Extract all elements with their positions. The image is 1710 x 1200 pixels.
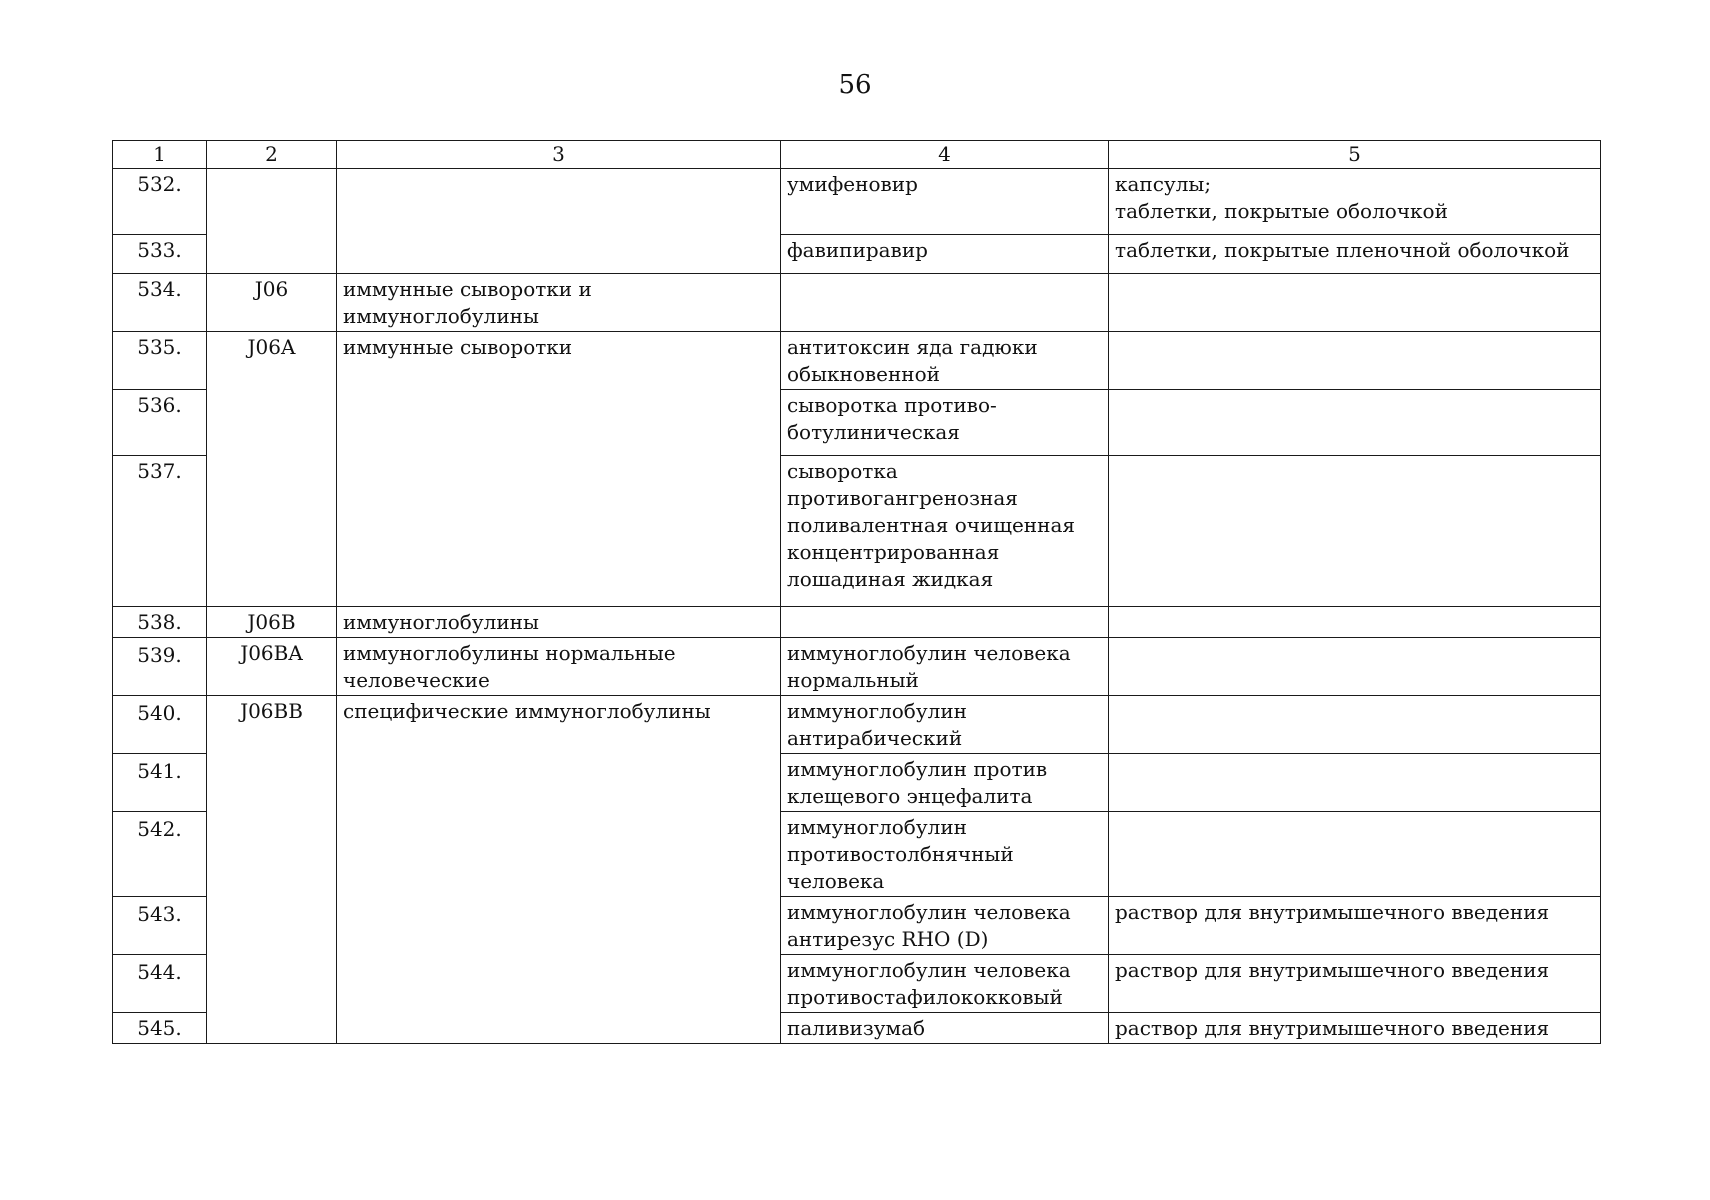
dosage-form xyxy=(1109,812,1601,897)
dosage-form: раствор для внутримышечного введения xyxy=(1109,1013,1601,1044)
row-number: 539. xyxy=(113,638,207,696)
drug-name xyxy=(781,274,1109,332)
dosage-form xyxy=(1109,638,1601,696)
drug-name: паливизумаб xyxy=(781,1013,1109,1044)
dosage-form-line: таблетки, покрытые оболочкой xyxy=(1115,199,1448,223)
atc-code: J06BA xyxy=(207,638,337,696)
dosage-form xyxy=(1109,390,1601,456)
header-row xyxy=(113,141,1601,169)
drug-name xyxy=(781,390,1109,456)
row-number: 544. xyxy=(113,955,207,1013)
drug-name-line: обыкновенной xyxy=(787,362,940,386)
drug-name xyxy=(781,812,1109,897)
drug-name xyxy=(781,332,1109,390)
drug-name xyxy=(781,638,1109,696)
drug-name-line: антитоксин яда гадюки xyxy=(787,335,1038,359)
table-row xyxy=(113,332,1601,390)
drug-name-line: человека xyxy=(787,869,885,893)
dosage-form xyxy=(1109,169,1601,235)
drug-name xyxy=(781,955,1109,1013)
atc-code: J06B xyxy=(207,607,337,638)
drug-name-line: противостолбнячный xyxy=(787,842,1014,866)
row-number: 537. xyxy=(113,456,207,607)
drug-name-line: иммуноглобулин против xyxy=(787,757,1048,781)
atc-name-line: иммуноглобулины xyxy=(343,304,539,328)
drug-name-line: нормальный xyxy=(787,668,919,692)
drug-name xyxy=(781,456,1109,607)
drug-name-line: противостафилококковый xyxy=(787,985,1063,1009)
atc-name xyxy=(337,638,781,696)
drug-name-line: клещевого энцефалита xyxy=(787,784,1033,808)
dosage-form: раствор для внутримышечного введения xyxy=(1109,897,1601,955)
row-number: 543. xyxy=(113,897,207,955)
atc-name-cell xyxy=(337,169,781,274)
atc-name: специфические иммуноглобулины xyxy=(337,696,781,1044)
header-col-2: 2 xyxy=(207,141,337,169)
drug-name xyxy=(781,897,1109,955)
drug-name-line: противогангренозная xyxy=(787,486,1018,510)
row-number: 534. xyxy=(113,274,207,332)
table-row xyxy=(113,638,1601,696)
dosage-form: таблетки, покрытые пленочной оболочкой xyxy=(1109,235,1601,274)
dosage-form xyxy=(1109,274,1601,332)
header-col-4: 4 xyxy=(781,141,1109,169)
drug-name xyxy=(781,607,1109,638)
page-number: 56 xyxy=(838,70,872,100)
table-row xyxy=(113,274,1601,332)
atc-code: J06BB xyxy=(207,696,337,1044)
drug-name-line: антирабический xyxy=(787,726,963,750)
row-number: 545. xyxy=(113,1013,207,1044)
dosage-form xyxy=(1109,332,1601,390)
drug-name: умифеновир xyxy=(781,169,1109,235)
drug-name-line: иммуноглобулин человека xyxy=(787,900,1071,924)
atc-name-line: иммунные сыворотки и xyxy=(343,277,592,301)
medicines-table xyxy=(112,140,1601,1044)
drug-name xyxy=(781,754,1109,812)
drug-name: фавипиравир xyxy=(781,235,1109,274)
drug-name-line: иммуноглобулин человека xyxy=(787,641,1071,665)
drug-name-line: лошадиная жидкая xyxy=(787,567,994,591)
dosage-form xyxy=(1109,456,1601,607)
header-col-5: 5 xyxy=(1109,141,1601,169)
dosage-form-line: капсулы; xyxy=(1115,172,1212,196)
header-col-3: 3 xyxy=(337,141,781,169)
atc-code-cell xyxy=(207,169,337,274)
drug-name-line: иммуноглобулин xyxy=(787,699,967,723)
atc-name: иммунные сыворотки xyxy=(337,332,781,607)
header-col-1: 1 xyxy=(113,141,207,169)
row-number: 532. xyxy=(113,169,207,235)
drug-name-line: иммуноглобулин человека xyxy=(787,958,1071,982)
dosage-form: раствор для внутримышечного введения xyxy=(1109,955,1601,1013)
dosage-form xyxy=(1109,754,1601,812)
drug-name-line: иммуноглобулин xyxy=(787,815,967,839)
atc-name: иммуноглобулины xyxy=(337,607,781,638)
row-number: 538. xyxy=(113,607,207,638)
row-number: 542. xyxy=(113,812,207,897)
dosage-form xyxy=(1109,696,1601,754)
atc-name-line: человеческие xyxy=(343,668,490,692)
drug-name-line: антирезус RHO (D) xyxy=(787,927,989,951)
table-row xyxy=(113,696,1601,754)
row-number: 535. xyxy=(113,332,207,390)
drug-name-line: сыворотка xyxy=(787,459,898,483)
atc-name xyxy=(337,274,781,332)
atc-name-line: иммуноглобулины нормальные xyxy=(343,641,676,665)
row-number: 533. xyxy=(113,235,207,274)
drug-name-line: поливалентная очищенная xyxy=(787,513,1075,537)
row-number: 536. xyxy=(113,390,207,456)
row-number: 541. xyxy=(113,754,207,812)
atc-code: J06 xyxy=(207,274,337,332)
table-row xyxy=(113,169,1601,235)
drug-name-line: ботулиническая xyxy=(787,420,960,444)
row-number: 540. xyxy=(113,696,207,754)
drug-name-line: концентрированная xyxy=(787,540,1000,564)
drug-name xyxy=(781,696,1109,754)
table-row xyxy=(113,607,1601,638)
atc-code: J06A xyxy=(207,332,337,607)
dosage-form xyxy=(1109,607,1601,638)
drug-name-line: сыворотка противо- xyxy=(787,393,997,417)
